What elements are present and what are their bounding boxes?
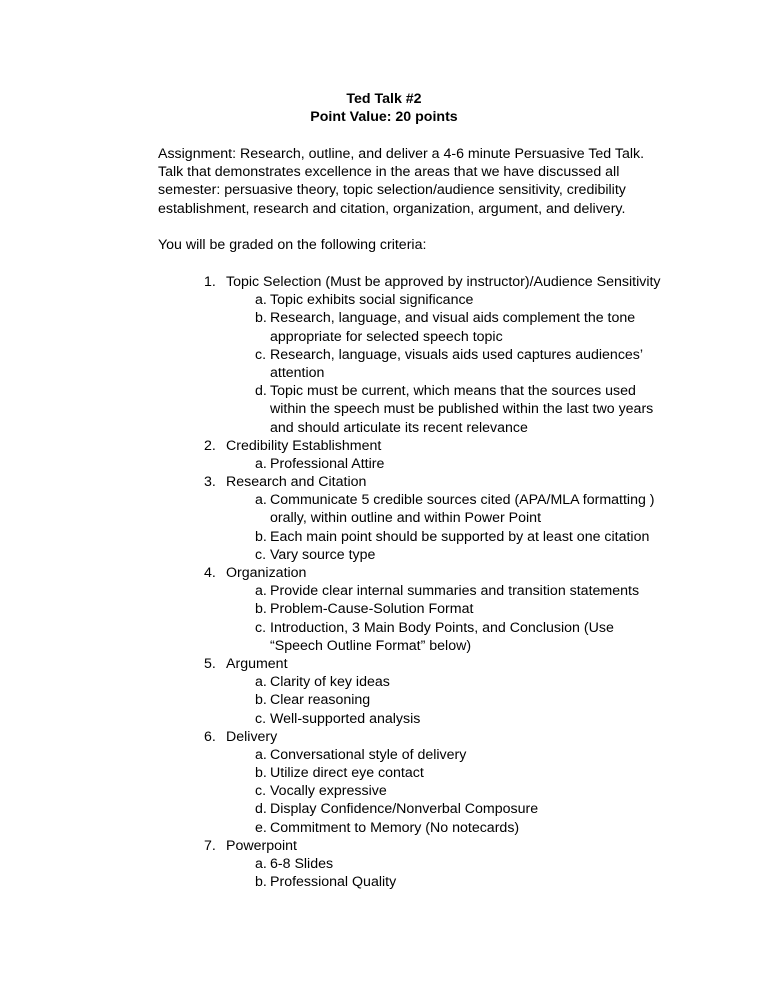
sub-criterion-letter: a. xyxy=(255,492,267,509)
sub-criterion-text: Vary source type xyxy=(270,546,376,563)
sub-criterion-item xyxy=(0,873,768,891)
sub-criterion-text: Problem-Cause-Solution Format xyxy=(270,601,474,618)
sub-criterion-letter: c. xyxy=(255,619,267,636)
sub-criterion-text: appropriate for selected speech topic xyxy=(270,328,503,345)
sub-criterion-text: Communicate 5 credible sources cited (APA/MLA formatting ) xyxy=(270,492,655,509)
sub-criterion-letter: c. xyxy=(255,710,267,727)
sub-criterion-letter: b. xyxy=(255,528,267,545)
sub-criterion-text: Research, language, and visual aids complement the tone xyxy=(270,310,636,327)
sub-criterion-letter: b. xyxy=(255,310,267,327)
sub-criterion-item xyxy=(0,309,768,327)
criterion-number: 7. xyxy=(204,837,216,854)
sub-criterion-text: Display Confidence/Nonverbal Composure xyxy=(270,801,539,818)
sub-criterion-item xyxy=(0,710,768,728)
sub-criterion-item xyxy=(0,764,768,782)
sub-criterion-text: Professional Quality xyxy=(270,874,397,891)
criterion-number: 1. xyxy=(204,274,216,290)
sub-criterion-text: Topic must be current, which means that the sources used xyxy=(270,383,636,400)
sub-criterion-item xyxy=(0,546,768,564)
sub-criterion-text: Utilize direct eye contact xyxy=(270,765,424,782)
assignment-line: Talk that demonstrates excellence in the areas that we have discussed all xyxy=(158,164,620,181)
criterion-label: Delivery xyxy=(226,728,278,745)
sub-criterion-text: “Speech Outline Format” below) xyxy=(270,637,472,654)
criterion-label: Credibility Establishment xyxy=(226,437,382,454)
criterion-number: 4. xyxy=(204,565,216,581)
sub-criterion-item xyxy=(0,582,768,600)
criterion-item xyxy=(0,564,768,582)
criterion-number: 2. xyxy=(204,437,216,454)
sub-criterion-continuation xyxy=(0,509,768,527)
sub-criterion-item xyxy=(0,819,768,837)
criterion-item xyxy=(0,728,768,746)
sub-criterion-letter: a. xyxy=(255,674,267,691)
sub-criterion-text: Topic exhibits social significance xyxy=(270,292,474,309)
criterion-label: Powerpoint xyxy=(226,837,297,854)
sub-criterion-letter: a. xyxy=(255,292,267,309)
criterion-item xyxy=(0,655,768,673)
sub-criterion-letter: c. xyxy=(255,546,267,563)
criterion-item xyxy=(0,473,768,491)
sub-criterion-item xyxy=(0,600,768,618)
point-value: Point Value: 20 points xyxy=(310,109,458,125)
criterion-item xyxy=(0,273,768,291)
sub-criterion-text: Clarity of key ideas xyxy=(270,674,390,691)
sub-criterion-item xyxy=(0,619,768,637)
sub-criterion-item xyxy=(0,800,768,818)
sub-criterion-text: Each main point should be supported by at least one citation xyxy=(270,528,650,545)
criterion-label: Argument xyxy=(226,655,288,672)
sub-criterion-text: Introduction, 3 Main Body Points, and Conclusion (Use xyxy=(270,619,614,636)
sub-criterion-text: Clear reasoning xyxy=(270,692,371,709)
sub-criterion-item xyxy=(0,673,768,691)
sub-criterion-continuation xyxy=(0,400,768,418)
assignment-line: establishment, research and citation, organization, argument, and delivery. xyxy=(158,200,626,217)
sub-criterion-letter: d. xyxy=(255,383,267,400)
sub-criterion-continuation xyxy=(0,419,768,437)
sub-criterion-letter: b. xyxy=(255,765,267,782)
sub-criterion-continuation xyxy=(0,364,768,382)
sub-criterion-item xyxy=(0,291,768,309)
sub-criterion-text: Research, language, visuals aids used captures audiences’ xyxy=(270,346,644,363)
sub-criterion-text: Vocally expressive xyxy=(270,783,387,800)
sub-criterion-text: Provide clear internal summaries and transition statements xyxy=(270,583,640,600)
criteria-list xyxy=(0,273,768,891)
sub-criterion-text: orally, within outline and within Power Point xyxy=(270,510,542,527)
sub-criterion-item xyxy=(0,782,768,800)
sub-criterion-letter: a. xyxy=(255,583,267,600)
criterion-label: Research and Citation xyxy=(226,474,367,491)
sub-criterion-continuation xyxy=(0,328,768,346)
sub-criterion-item xyxy=(0,746,768,764)
criterion-label: Topic Selection (Must be approved by instructor)/Audience Sensitivity xyxy=(226,274,661,290)
sub-criterion-letter: d. xyxy=(255,801,267,818)
sub-criterion-continuation xyxy=(0,637,768,655)
sub-criterion-letter: b. xyxy=(255,874,267,891)
sub-criterion-item xyxy=(0,382,768,400)
sub-criterion-item xyxy=(0,491,768,509)
sub-criterion-text: 6-8 Slides xyxy=(270,856,334,872)
sub-criterion-letter: a. xyxy=(255,856,267,872)
sub-criterion-text: Commitment to Memory (No notecards) xyxy=(270,819,520,836)
sub-criterion-letter: e. xyxy=(255,819,267,836)
sub-criterion-text: Professional Attire xyxy=(270,455,385,472)
sub-criterion-item xyxy=(0,528,768,546)
sub-criterion-letter: b. xyxy=(255,692,267,709)
sub-criterion-text: Conversational style of delivery xyxy=(270,746,467,763)
assignment-line: Assignment: Research, outline, and deliver a 4-6 minute Persuasive Ted Talk. xyxy=(158,146,645,162)
sub-criterion-letter: c. xyxy=(255,346,267,363)
graded-intro: You will be graded on the following criteria: xyxy=(158,237,427,253)
sub-criterion-letter: a. xyxy=(255,455,267,472)
sub-criterion-item xyxy=(0,346,768,364)
assignment-paragraph xyxy=(158,145,678,218)
criterion-number: 3. xyxy=(204,474,216,491)
assignment-line: semester: persuasive theory, topic selection/audience sensitivity, credibility xyxy=(158,182,626,199)
sub-criterion-item xyxy=(0,455,768,473)
sub-criterion-letter: b. xyxy=(255,601,267,618)
criterion-item xyxy=(0,437,768,455)
sub-criterion-item xyxy=(0,855,768,873)
sub-criterion-text: and should articulate its recent relevance xyxy=(270,419,528,436)
sub-criterion-item xyxy=(0,691,768,709)
criterion-label: Organization xyxy=(226,565,307,581)
document-title: Ted Talk #2 xyxy=(346,91,422,107)
sub-criterion-text: Well-supported analysis xyxy=(270,710,421,727)
sub-criterion-letter: a. xyxy=(255,746,267,763)
sub-criterion-text: within the speech must be published within the last two years xyxy=(270,401,654,418)
criterion-item xyxy=(0,837,768,855)
sub-criterion-text: attention xyxy=(270,364,325,381)
criterion-number: 5. xyxy=(204,655,216,672)
sub-criterion-letter: c. xyxy=(255,783,267,800)
criterion-number: 6. xyxy=(204,728,216,745)
